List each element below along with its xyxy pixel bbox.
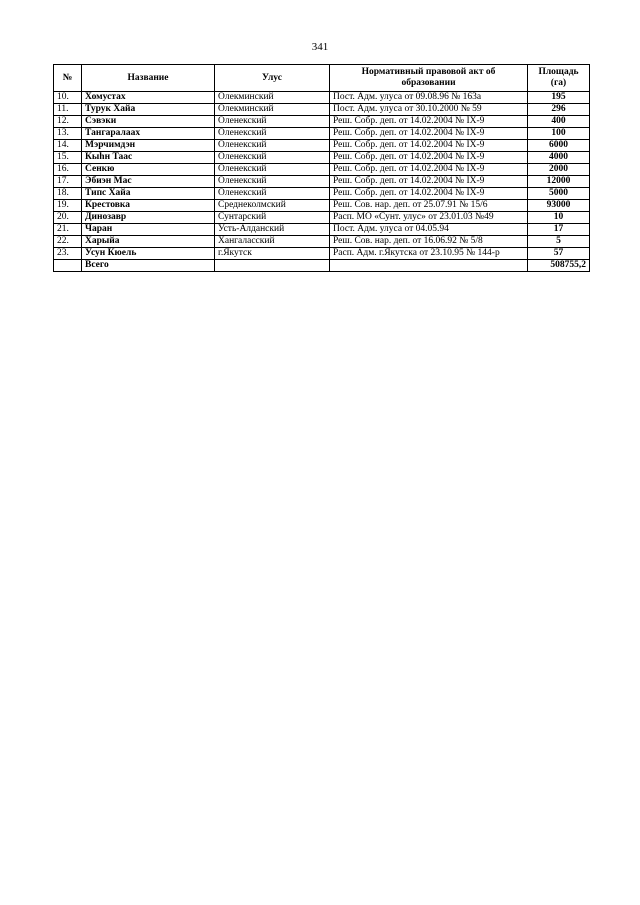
table-row: [54, 212, 590, 224]
table-row: [54, 248, 590, 260]
cell-num: 21.: [54, 224, 82, 236]
total-area: 508755,2: [528, 260, 590, 272]
cell-ulus: Оленекский: [215, 188, 330, 200]
cell-name: Сэвэки: [82, 116, 215, 128]
table-row: [54, 104, 590, 116]
cell-area: 4000: [528, 152, 590, 164]
cell-name: Сенкю: [82, 164, 215, 176]
cell-name: Типс Хайа: [82, 188, 215, 200]
cell-area: 12000: [528, 176, 590, 188]
cell-act: Реш. Собр. деп. от 14.02.2004 № IX-9: [330, 176, 528, 188]
table-header-row: [54, 65, 590, 92]
table-body: [54, 92, 590, 272]
cell-num: 16.: [54, 164, 82, 176]
cell-num: 15.: [54, 152, 82, 164]
cell-name: Харыйа: [82, 236, 215, 248]
cell-act: Пост. Адм. улуса от 04.05.94: [330, 224, 528, 236]
cell-ulus: Олекминский: [215, 92, 330, 104]
header-ulus: Улус: [215, 65, 330, 92]
cell-ulus: Хангаласский: [215, 236, 330, 248]
total-num-cell: [54, 260, 82, 272]
cell-ulus: Оленекский: [215, 176, 330, 188]
cell-name: Чаран: [82, 224, 215, 236]
cell-area: 57: [528, 248, 590, 260]
cell-num: 22.: [54, 236, 82, 248]
cell-ulus: Оленекский: [215, 164, 330, 176]
table-row: [54, 116, 590, 128]
cell-area: 5: [528, 236, 590, 248]
cell-act: Реш. Сов. нар. деп. от 16.06.92 № 5/8: [330, 236, 528, 248]
cell-act: Расп. МО «Сунт. улус» от 23.01.03 №49: [330, 212, 528, 224]
cell-act: Реш. Собр. деп. от 14.02.2004 № IX-9: [330, 128, 528, 140]
header-act-line1: Нормативный правовой акт об: [361, 67, 496, 77]
header-num: №: [54, 65, 82, 92]
cell-num: 19.: [54, 200, 82, 212]
cell-num: 10.: [54, 92, 82, 104]
cell-area: 195: [528, 92, 590, 104]
header-area: [528, 65, 590, 92]
table-row: [54, 152, 590, 164]
cell-area: 6000: [528, 140, 590, 152]
cell-ulus: Оленекский: [215, 152, 330, 164]
header-area-line2: (га): [550, 78, 567, 88]
cell-act: Реш. Сов. нар. деп. от 25.07.91 № 15/6: [330, 200, 528, 212]
cell-name: Хомустах: [82, 92, 215, 104]
table-row: [54, 224, 590, 236]
table-row: [54, 128, 590, 140]
cell-name: Усун Кюель: [82, 248, 215, 260]
cell-num: 20.: [54, 212, 82, 224]
cell-num: 23.: [54, 248, 82, 260]
cell-area: 5000: [528, 188, 590, 200]
cell-area: 100: [528, 128, 590, 140]
cell-name: Крестовка: [82, 200, 215, 212]
cell-area: 296: [528, 104, 590, 116]
protected-areas-table: [53, 64, 590, 272]
cell-ulus: Среднеколмский: [215, 200, 330, 212]
cell-act: Реш. Собр. деп. от 14.02.2004 № IX-9: [330, 188, 528, 200]
cell-name: Кыһн Таас: [82, 152, 215, 164]
table-row: [54, 188, 590, 200]
cell-ulus: Оленекский: [215, 140, 330, 152]
table-row: [54, 236, 590, 248]
table-row: [54, 200, 590, 212]
cell-num: 18.: [54, 188, 82, 200]
cell-ulus: Сунтарский: [215, 212, 330, 224]
header-area-line1: Площадь: [538, 67, 579, 77]
cell-ulus: Усть-Алданский: [215, 224, 330, 236]
table-row: [54, 164, 590, 176]
table-row: [54, 140, 590, 152]
cell-act: Реш. Собр. деп. от 14.02.2004 № IX-9: [330, 140, 528, 152]
cell-num: 14.: [54, 140, 82, 152]
cell-name: Тангаралаах: [82, 128, 215, 140]
cell-area: 10: [528, 212, 590, 224]
cell-num: 12.: [54, 116, 82, 128]
cell-act: Реш. Собр. деп. от 14.02.2004 № IX-9: [330, 116, 528, 128]
cell-area: 93000: [528, 200, 590, 212]
total-row: [54, 260, 590, 272]
total-act-cell: [330, 260, 528, 272]
cell-name: Турук Хайа: [82, 104, 215, 116]
cell-area: 400: [528, 116, 590, 128]
cell-act: Расп. Адм. г.Якутска от 23.10.95 № 144-р: [330, 248, 528, 260]
header-name: Название: [82, 65, 215, 92]
cell-act: Реш. Собр. деп. от 14.02.2004 № IX-9: [330, 164, 528, 176]
cell-num: 11.: [54, 104, 82, 116]
header-act-line2: образовании: [401, 78, 456, 88]
cell-name: Мэрчимдэн: [82, 140, 215, 152]
cell-name: Эбиэн Мас: [82, 176, 215, 188]
cell-ulus: Оленекский: [215, 128, 330, 140]
table-row: [54, 92, 590, 104]
total-label: Всего: [82, 260, 215, 272]
cell-ulus: Оленекский: [215, 116, 330, 128]
table-row: [54, 176, 590, 188]
cell-act: Пост. Адм. улуса от 09.08.96 № 163а: [330, 92, 528, 104]
cell-name: Динозавр: [82, 212, 215, 224]
header-act: [330, 65, 528, 92]
cell-num: 17.: [54, 176, 82, 188]
cell-act: Реш. Собр. деп. от 14.02.2004 № IX-9: [330, 152, 528, 164]
cell-ulus: г.Якутск: [215, 248, 330, 260]
total-ulus-cell: [215, 260, 330, 272]
cell-act: Пост. Адм. улуса от 30.10.2000 № 59: [330, 104, 528, 116]
cell-area: 17: [528, 224, 590, 236]
cell-num: 13.: [54, 128, 82, 140]
cell-ulus: Олекминский: [215, 104, 330, 116]
page-number: 341: [311, 41, 329, 53]
cell-area: 2000: [528, 164, 590, 176]
